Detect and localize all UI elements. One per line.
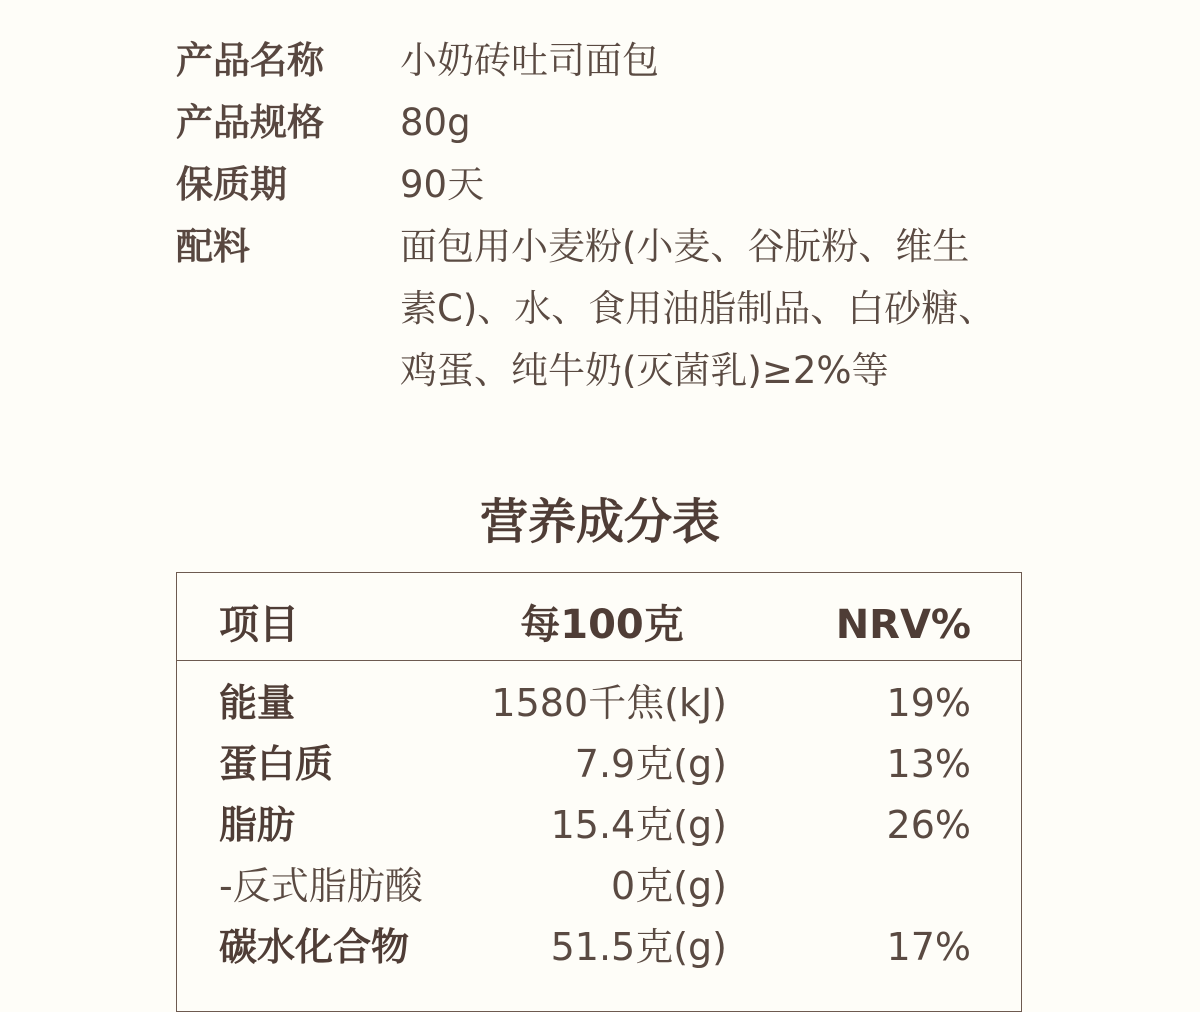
table-row — [177, 850, 1021, 911]
info-value — [400, 30, 1040, 92]
info-row-spec — [176, 92, 1056, 154]
table-row — [177, 728, 1021, 789]
table-header — [177, 573, 1021, 661]
nutrient-name: 碳水化合物 — [219, 925, 410, 969]
nutrient-per-100g: 7.9克(g) — [574, 742, 727, 786]
nutrient-per-100g: 1580千焦(kJ) — [491, 681, 727, 725]
table-row — [177, 789, 1021, 850]
info-value-line: 80g — [400, 101, 471, 144]
table-body — [177, 661, 1021, 972]
info-value-line: 素C)、水、食用油脂制品、白砂糖、 — [400, 287, 996, 330]
nutrient-nrv: 19% — [886, 681, 971, 725]
table-row — [177, 667, 1021, 728]
info-value — [400, 92, 1040, 154]
nutrient-per-100g: 15.4克(g) — [550, 803, 727, 847]
header-per-100g: 每100克 — [520, 602, 684, 648]
info-value-line: 面包用小麦粉(小麦、谷朊粉、维生 — [400, 225, 970, 268]
nutrient-per-100g: 0克(g) — [611, 864, 727, 908]
nutrient-name: 蛋白质 — [219, 742, 334, 786]
info-value — [400, 216, 1040, 402]
product-info — [176, 30, 1056, 402]
info-value-line: 鸡蛋、纯牛奶(灭菌乳)≥2%等 — [400, 349, 889, 392]
info-label: 产品名称 — [176, 39, 324, 82]
info-row-shelf-life — [176, 154, 1056, 216]
info-value — [400, 154, 1040, 216]
info-label: 配料 — [176, 225, 250, 268]
info-value-line: 90天 — [400, 163, 485, 206]
nutrient-per-100g: 51.5克(g) — [550, 925, 727, 969]
nutrient-nrv: 13% — [886, 742, 971, 786]
nutrient-name: -反式脂肪酸 — [219, 864, 423, 908]
nutrient-nrv: 26% — [886, 803, 971, 847]
info-row-ingredients — [176, 216, 1056, 402]
table-row — [177, 911, 1021, 972]
nutrition-title: 营养成分表 — [479, 494, 720, 550]
info-value-line: 小奶砖吐司面包 — [400, 39, 659, 82]
nutrition-table — [176, 572, 1022, 1012]
info-row-name — [176, 30, 1056, 92]
nutrient-name: 脂肪 — [219, 803, 296, 847]
info-label: 产品规格 — [176, 101, 324, 144]
nutrient-nrv: 17% — [886, 925, 971, 969]
nutrient-name: 能量 — [219, 681, 296, 725]
header-item: 项目 — [219, 602, 299, 648]
header-nrv: NRV% — [835, 602, 971, 648]
info-label: 保质期 — [176, 163, 287, 206]
